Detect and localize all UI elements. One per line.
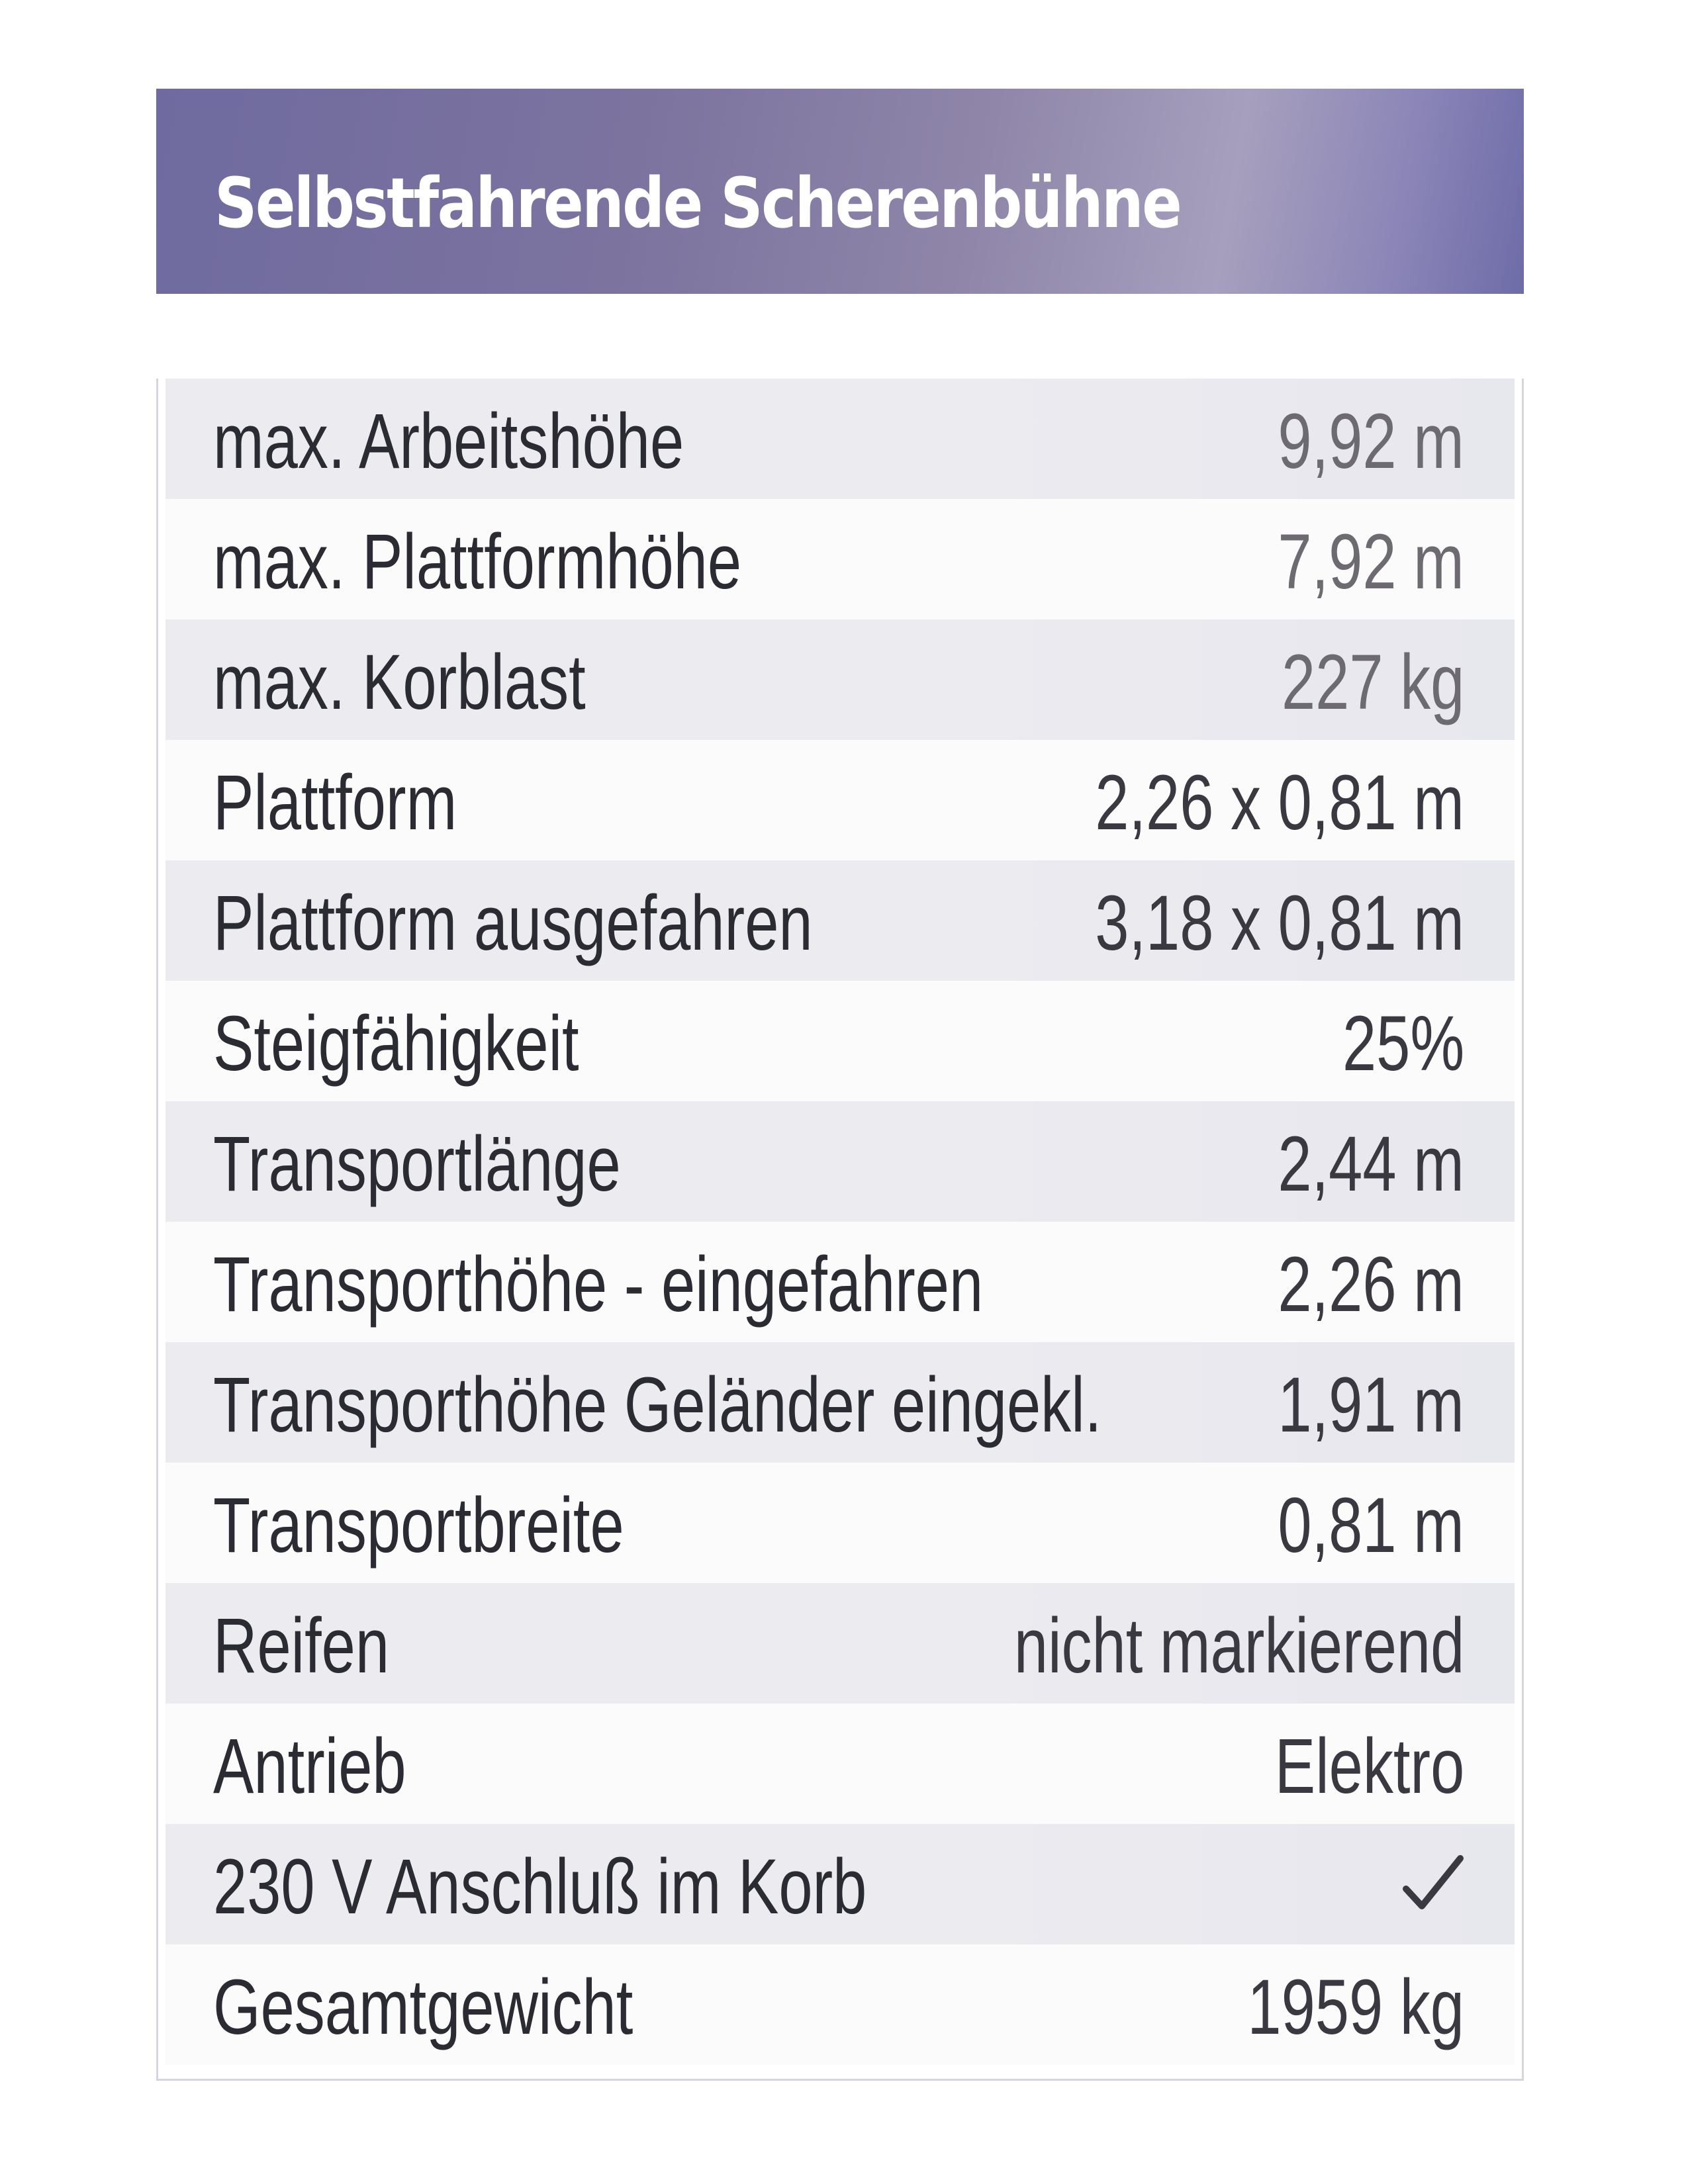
- spec-row-max-plattformhoehe: [165, 499, 1515, 619]
- spec-row-transporthoehe-gelaender: [165, 1342, 1515, 1463]
- spec-row-230v-anschluss: [165, 1824, 1515, 1944]
- spec-value: 2,44 m: [1278, 1120, 1464, 1208]
- spec-label: Transporthöhe Geländer eingekl.: [213, 1361, 1102, 1449]
- spec-label: Transportbreite: [213, 1482, 624, 1569]
- spec-row-plattform-ausgefahren: [165, 860, 1515, 981]
- spec-value: 25%: [1342, 1000, 1464, 1087]
- spec-label: Gesamtgewicht: [213, 1964, 633, 2051]
- spec-value: nicht markierend: [1013, 1602, 1464, 1690]
- spec-label: 230 V Anschluß im Korb: [213, 1843, 867, 1931]
- spec-value: 1959 kg: [1247, 1964, 1464, 2051]
- spec-value: 2,26 m: [1278, 1241, 1464, 1328]
- header-spacer: [156, 294, 1524, 379]
- spec-label: max. Korblast: [213, 639, 586, 726]
- spec-row-gesamtgewicht: [165, 1944, 1515, 2065]
- spec-value: 3,18 x 0,81 m: [1095, 880, 1464, 967]
- spec-value: 7,92 m: [1278, 518, 1464, 606]
- spec-label: Reifen: [213, 1602, 390, 1690]
- spec-value: 0,81 m: [1278, 1482, 1464, 1569]
- spec-label: max. Plattformhöhe: [213, 518, 742, 606]
- spec-row-steigfaehigkeit: [165, 981, 1515, 1101]
- spec-row-antrieb: [165, 1704, 1515, 1824]
- spec-label: Steigfähigkeit: [213, 1000, 579, 1087]
- spec-header: [156, 89, 1524, 294]
- spec-label: Plattform ausgefahren: [213, 880, 813, 967]
- spec-value: 227 kg: [1281, 639, 1464, 726]
- spec-label: Antrieb: [213, 1723, 406, 1810]
- spec-row-transporthoehe-eingefahren: [165, 1222, 1515, 1342]
- spec-label: Plattform: [213, 759, 457, 846]
- spec-label: Transporthöhe - eingefahren: [213, 1241, 984, 1328]
- spec-label: Transportlänge: [213, 1120, 621, 1208]
- spec-row-transportlaenge: [165, 1101, 1515, 1222]
- spec-title: Selbstfahrende Scherenbühne: [214, 163, 1181, 244]
- spec-row-reifen: [165, 1583, 1515, 1704]
- spec-value: Elektro: [1274, 1723, 1464, 1810]
- spec-label: max. Arbeitshöhe: [213, 398, 684, 485]
- spec-row-transportbreite: [165, 1463, 1515, 1583]
- spec-row-max-arbeitshoehe: [165, 379, 1515, 499]
- spec-value: 2,26 x 0,81 m: [1095, 759, 1464, 846]
- spec-value: 1,91 m: [1278, 1361, 1464, 1449]
- spec-card: [156, 89, 1524, 2081]
- check-icon: [1399, 1850, 1466, 1917]
- spec-value: 9,92 m: [1278, 398, 1464, 485]
- spec-row-plattform: [165, 740, 1515, 860]
- spec-table: [165, 379, 1515, 2065]
- spec-row-max-korblast: [165, 619, 1515, 740]
